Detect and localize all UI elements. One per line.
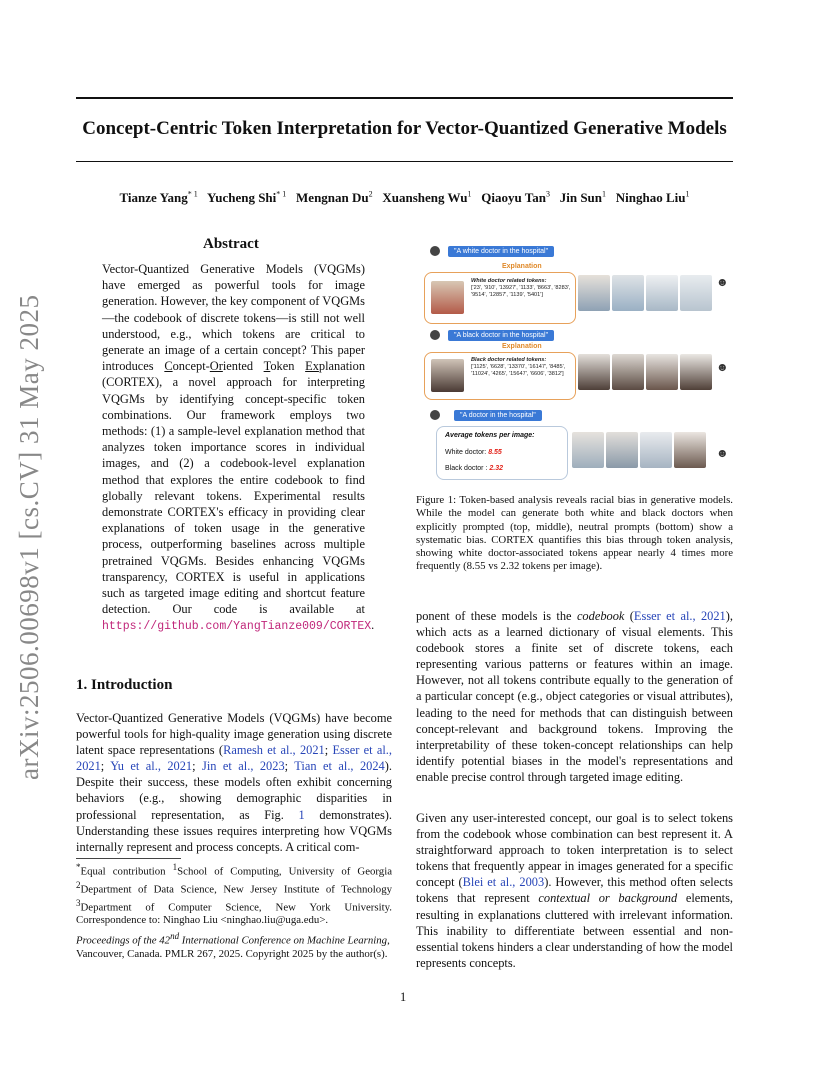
author: Ninghao Liu$^1$ <box>615 190 690 206</box>
author: Tianze Yang$^{* 1}$ <box>119 190 198 206</box>
citation-link[interactable]: Tian et al., 2024 <box>294 759 385 774</box>
author: Xuansheng Wu$^1$ <box>382 190 472 206</box>
user-icon <box>430 246 440 256</box>
body-paragraph: Given any user-interested concept, our goal is to select tokens from the codebook whose combination can best represent it. A straightforward approach to token interpretation is to select tokens that frequently appear in images generated for a specific concept (Blei et al., 2003). However, this method often selects tokens that represent contextual or background elements, resulting in explanations cluttered with irrelevant information. This inability to differentiate between essential and non-essential tokens hinders a clear understanding of how the model represents concepts. <box>416 811 733 970</box>
generated-image <box>578 354 610 390</box>
generated-image <box>612 354 644 390</box>
page-number: 1 <box>400 990 407 1004</box>
robot-icon: ☻ <box>716 360 729 374</box>
robot-icon: ☻ <box>716 275 729 289</box>
generated-image <box>680 354 712 390</box>
explanation-label: Explanation <box>502 263 542 270</box>
prompt-black-doctor: "A black doctor in the hospital" <box>448 330 554 341</box>
generated-image <box>646 275 678 311</box>
abstract-heading: Abstract <box>203 236 259 252</box>
prompt-doctor: "A doctor in the hospital" <box>454 410 542 421</box>
user-icon <box>430 410 440 420</box>
author-list <box>76 190 733 206</box>
citation-link[interactable]: Esser et al., 2021 <box>633 609 726 623</box>
citation-link[interactable]: Ramesh et al., 2021 <box>223 743 325 758</box>
black-doctor-count: Black doctor : 2.32 <box>445 465 503 472</box>
title-top-rule <box>76 97 733 99</box>
explanation-panel <box>424 352 576 400</box>
token-list: White doctor related tokens: ['23', '910', '13927', '1133', '8663', '8283', '9514', '12857', '1139', '5401'] <box>471 278 571 298</box>
citation-link[interactable]: Blei et al., 2003 <box>462 875 545 890</box>
citation-link[interactable]: Jin et al., 2023 <box>202 759 285 774</box>
citation-link[interactable]: Esser et al., 2021 <box>76 743 392 774</box>
author: Mengnan Du$^2$ <box>296 190 373 206</box>
token-list: Black doctor related tokens: ['1125', '6628', '13370', '16147', '8485', '11024', '4265', '15647', '6606', '3812'] <box>471 357 566 377</box>
generated-image <box>680 275 712 311</box>
footnote-rule <box>76 858 181 859</box>
generated-image <box>640 432 672 468</box>
proceedings-note: Proceedings of the 42nd International Conference on Machine Learning, Vancouver, Canada. PMLR 267, 2025. Copyright 2025 by the author(s). <box>76 931 390 960</box>
intro-paragraph: Vector-Quantized Generative Models (VQGMs) have become powerful tools for high-quality image generation using discrete latent space representations (Ramesh et al., 2021; Esser et al., 2021; Yu et al., 2021; Jin et al., 2023; Tian et al., 2024). Despite their success, these models often exhibit concerning behaviors (e.g., showing demographic disparities in professional representation, as Fig. 1 demonstrates). Understanding these issues requires interpreting how VQGMs internally represent and process concepts. A critical com- <box>76 711 392 854</box>
generated-image <box>572 432 604 468</box>
user-icon <box>430 330 440 340</box>
body-paragraph: ponent of these models is the codebook (Esser et al., 2021), which acts as a learned dictionary of visual elements. This codebook stores a finite set of discrete tokens, each representing various patterns or features within an image. However, not all tokens contribute equally to the generation of a particular concept (e.g., object categories or visual attributes), leading to the need for methods that can distinguish between concept-relevant and background tokens. Improving the interpretability of these token-concept relationships can help identify potential biases in the model's representations and enable precise control through targeted image editing. <box>416 609 733 784</box>
author: Jin Sun$^1$ <box>559 190 607 206</box>
author: Yucheng Shi$^{* 1}$ <box>207 190 287 206</box>
explanation-panel <box>424 272 576 324</box>
footnote: *Equal contribution $^1$School of Computing, University of Georgia $^2$Department of Data Science, New Jersey Institute of Technology $^3$Department of Computer Science, New York University. Correspondence to: Ninghao Liu <ninghao.liu@uga.edu>. <box>76 862 392 927</box>
figure-caption: Figure 1: Token-based analysis reveals racial bias in generative models. While the model can generate both white and black doctors when explicitly prompted (top, middle), neutral prompts (bottom) show a systematic bias. CORTEX quantifies this bias through token analysis, showing white doctor-associated tokens appear nearly 4 times more frequently (8.55 vs 2.32 tokens per image). <box>416 494 733 573</box>
average-tokens-panel <box>436 426 568 480</box>
abstract-text: Vector-Quantized Generative Models (VQGMs) have emerged as powerful tools for image generation. However, the key component of VQGMs—the codebook of discrete tokens—is still not well understood, e.g., which tokens are critical to generate an image of a certain concept? This paper introduces Concept-Oriented Token Explanation (CORTEX), a novel approach for interpreting VQGMs by identifying concept-specific token combinations. Our framework employs two methods: (1) a sample-level explanation method that analyzes token importance scores in individual images, and (2) a codebook-level explanation method that explores the entire codebook to find globally relevant tokens. Experimental results demonstrate CORTEX's efficacy in providing clear explanations of token usage in the generative process, outperforming baselines across multiple pretrained VQGMs. Besides enhancing VQGMs transparency, CORTEX is useful in applications such as targeted image editing and shortcut feature detection. Our code is available at https://github.com/YangTianze009/CORTEX. <box>102 262 375 634</box>
generated-image <box>612 275 644 311</box>
doctor-image <box>431 359 464 392</box>
white-doctor-count: White doctor: 8.55 <box>445 449 502 456</box>
generated-image <box>646 354 678 390</box>
average-title: Average tokens per image: <box>445 432 535 439</box>
figure-1 <box>416 242 733 482</box>
title-bottom-rule <box>76 161 733 162</box>
prompt-white-doctor: "A white doctor in the hospital" <box>448 246 554 257</box>
explanation-label: Explanation <box>502 343 542 350</box>
robot-icon: ☻ <box>716 446 729 460</box>
generated-image <box>578 275 610 311</box>
code-link[interactable]: https://github.com/YangTianze009/CORTEX <box>102 620 372 634</box>
author: Qiaoyu Tan$^3$ <box>481 190 550 206</box>
citation-link[interactable]: Yu et al., 2021 <box>110 759 193 774</box>
figure-ref-link[interactable]: 1 <box>298 807 305 822</box>
arxiv-stamp: arXiv:2506.00698v1 [cs.CV] 31 May 2025 <box>14 294 44 780</box>
generated-image <box>674 432 706 468</box>
intro-heading: 1. Introduction <box>76 677 173 693</box>
paper-title: Concept-Centric Token Interpretation for Vector-Quantized Generative Models <box>82 118 727 139</box>
generated-image <box>606 432 638 468</box>
doctor-image <box>431 281 464 314</box>
